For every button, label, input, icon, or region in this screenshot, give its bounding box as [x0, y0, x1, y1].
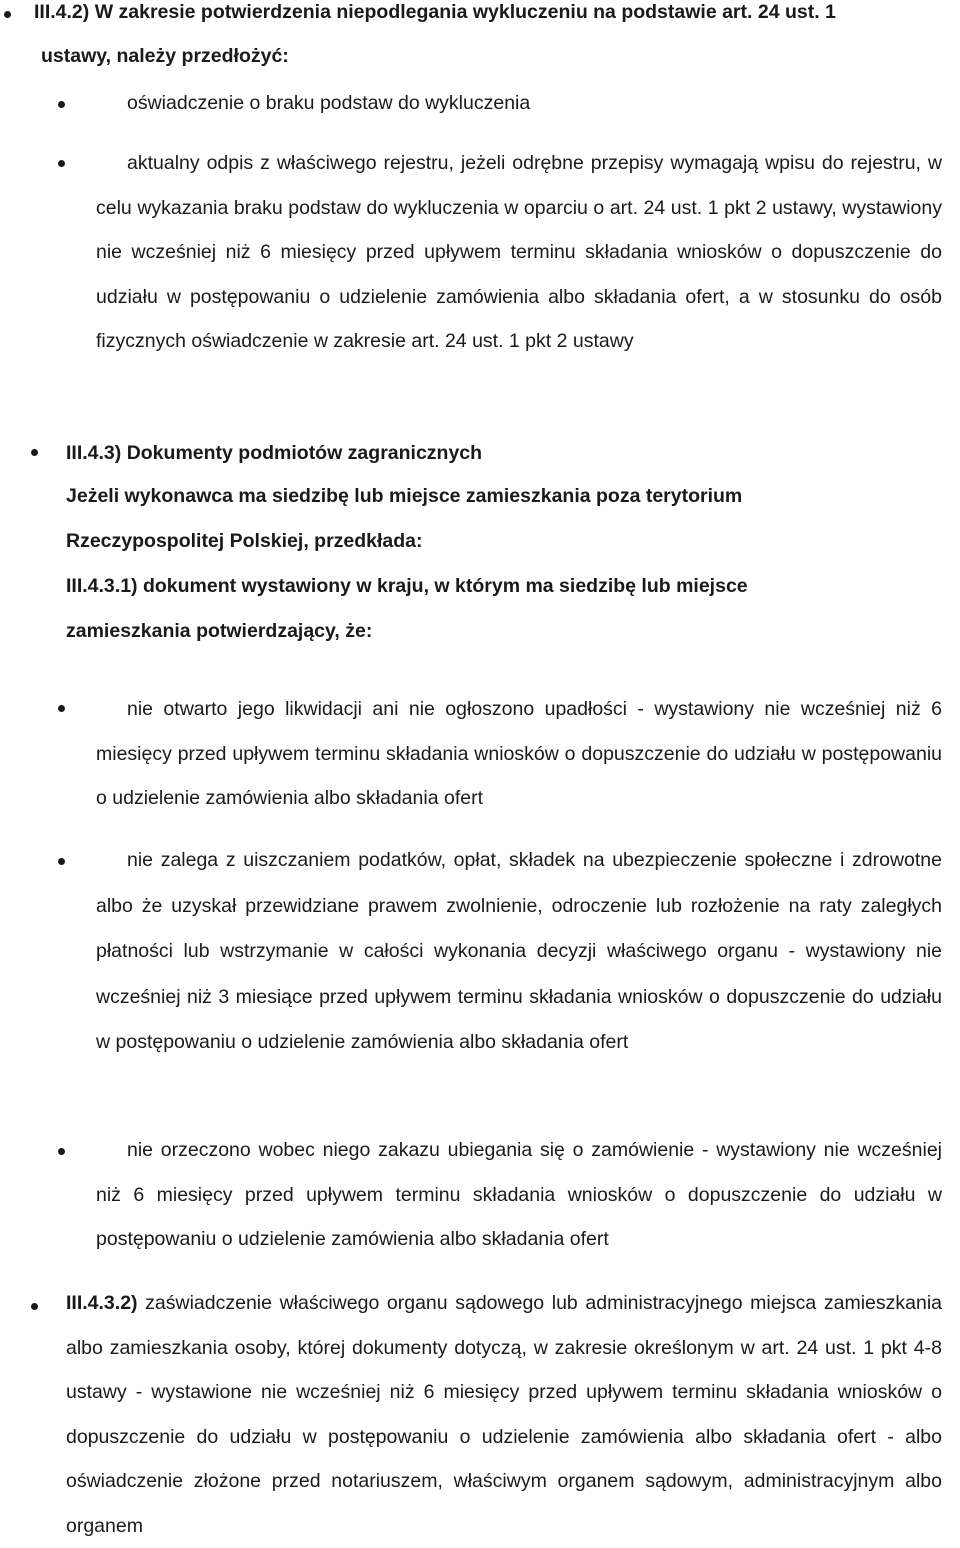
bullet-icon — [4, 11, 11, 18]
section-heading-iii-4-2 — [34, 0, 954, 68]
section-intro: Jeżeli wykonawca ma siedzibę lub miejsce zamieszkania poza terytorium Rzeczypospolitej Polskiej, przedkłada: — [66, 485, 743, 552]
list-item — [96, 838, 942, 1066]
bullet-icon — [58, 858, 65, 865]
bullet-icon — [31, 1303, 38, 1310]
list-item-text: nie orzeczono wobec niego zakazu ubiegania się o zamówienie - wystawiony nie wcześniej niż 6 miesięcy przed upływem terminu składania wniosków o dopuszczenie do udziału w postępowaniu o udzielenie zamówienia albo składania ofert — [96, 1139, 942, 1250]
list-item-text: nie otwarto jego likwidacji ani nie ogłoszono upadłości - wystawiony nie wcześniej niż 6 miesięcy przed upływem terminu składania wniosków o dopuszczenie do udziału w postępowaniu o udzielenie zamówienia albo składania ofert — [96, 698, 942, 809]
subsection-text: zaświadczenie właściwego organu sądowego lub administracyjnego miejsca zamieszkania albo zamieszkania osoby, której dokumenty dotyczą, w zakresie określonym w art. 24 ust. 1 pkt 4-8 ustawy - wystawione nie wcześniej niż 6 miesięcy przed upływem terminu składania wniosków o dopuszczenie do udziału w postępowaniu o udzielenie zamówienia albo składania ofert - albo oświadczenie złożone przed notariuszem, właściwym organem sądowym, administracyjnym albo organem — [66, 1292, 942, 1537]
list-item-text: nie zalega z uiszczaniem podatków, opłat, składek na ubezpieczenie społeczne i zdrowotne albo że uzyskał przewidziane prawem zwolnienie, odroczenie lub rozłożenie na raty zaległych płatności lub wstrzymanie w całości wykonania decyzji właściwego organu - wystawiony nie wcześniej niż 3 miesiące przed upływem terminu składania wniosków o dopuszczenie do udziału w postępowaniu o udzielenie zamówienia albo składania ofert — [96, 849, 942, 1053]
bullet-icon — [58, 160, 65, 167]
heading-line-1: III.4.2) W zakresie potwierdzenia niepodlegania wykluczeniu na podstawie art. 24 ust. 1 — [34, 1, 836, 23]
bullet-icon — [58, 705, 65, 712]
heading-line-2: ustawy, należy przedłożyć: — [41, 45, 289, 67]
bullet-icon — [58, 101, 65, 108]
bullet-icon — [31, 449, 38, 456]
list-item — [96, 687, 942, 821]
subsection-label: III.4.3.2) — [66, 1292, 138, 1314]
section-heading-iii-4-3: III.4.3) Dokumenty podmiotów zagranicznych — [66, 442, 483, 464]
subsection-heading-iii-4-3-1: III.4.3.1) dokument wystawiony w kraju, w którym ma siedzibę lub miejsce zamieszkania potwierdzający, że: — [66, 575, 748, 642]
list-item: oświadczenie o braku podstaw do wykluczenia — [127, 92, 531, 114]
subsection-iii-4-3-2 — [66, 1281, 942, 1548]
list-item — [96, 141, 942, 364]
list-item — [96, 1128, 942, 1262]
bullet-icon — [58, 1148, 65, 1155]
list-item-text: aktualny odpis z właściwego rejestru, jeżeli odrębne przepisy wymagają wpisu do rejestru, w celu wykazania braku podstaw do wykluczenia w oparciu o art. 24 ust. 1 pkt 2 ustawy, wystawiony nie wcześniej niż 6 miesięcy przed upływem terminu składania wniosków o dopuszczenie do udziału w postępowaniu o udzielenie zamówienia albo składania ofert, a w stosunku do osób fizycznych oświadczenie w zakresie art. 24 ust. 1 pkt 2 ustawy — [96, 152, 942, 352]
